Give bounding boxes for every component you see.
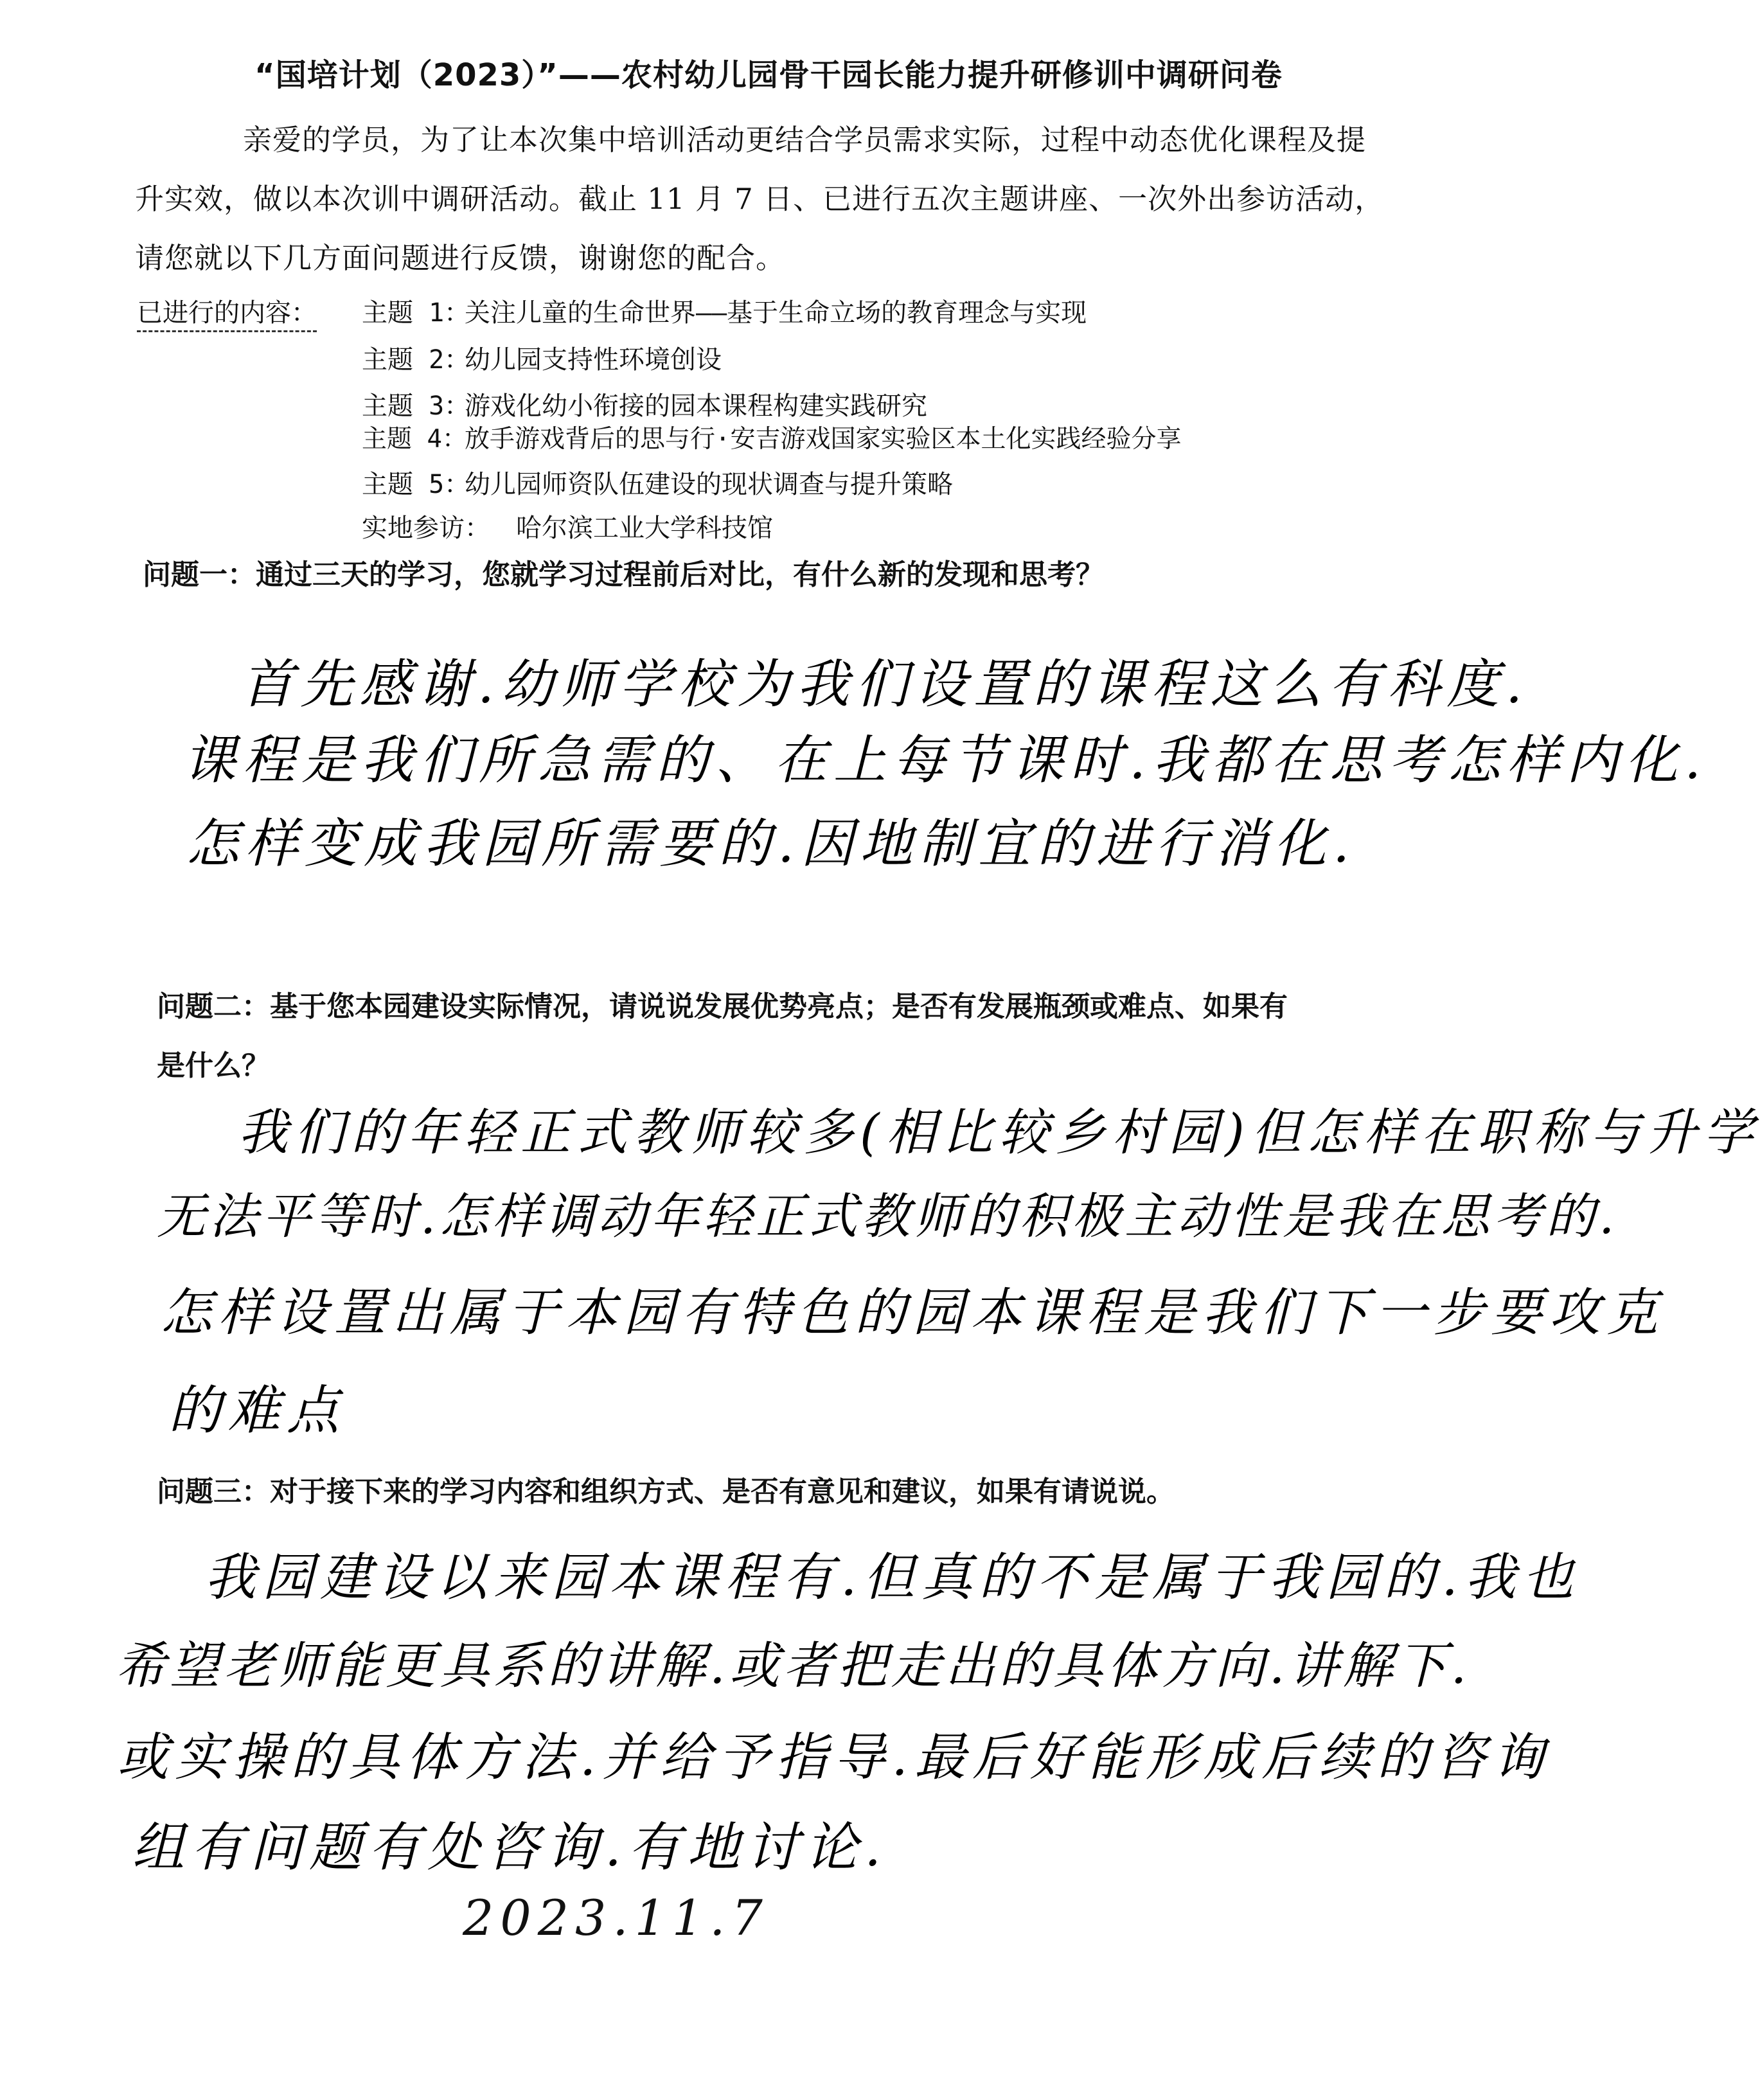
question-2-line-1: 问题二：基于您本园建设实际情况，请说说发展优势亮点；是否有发展瓶颈或难点、如果有 [157,990,1288,1023]
survey-title: “国培计划（2023）”——农村幼儿园骨干园长能力提升研修训中调研问卷 [254,57,1283,93]
question-1: 问题一：通过三天的学习，您就学习过程前后对比，有什么新的发现和思考？ [143,558,1104,591]
completed-content-label: 已进行的内容： [137,292,317,332]
topic-label: 主题 5： [362,470,470,499]
question-2-line-2: 是什么？ [157,1049,270,1082]
topic-text: 幼儿园支持性环境创设 [465,345,722,375]
answer-2-line-2: 无法平等时.怎样调动年轻正式教师的积极主动性是我在思考的. [157,1188,1619,1245]
answer-3-line-2: 希望老师能更具系的讲解.或者把走出的具体方向.讲解下. [116,1637,1471,1695]
topic-label: 主题 4： [362,425,467,454]
answer-2-line-3: 怎样设置出属于本园有特色的园本课程是我们下一步要攻克 [161,1283,1664,1342]
topic-item [362,464,953,501]
topic-text: 关注儿童的生命世界——基于生命立场的教育理念与实现 [465,298,1087,328]
answer-1-line-2: 课程是我们所急需的、在上每节课时.我都在思考怎样内化. [183,730,1708,791]
answer-1-line-3: 怎样变成我园所需要的.因地制宜的进行消化. [186,814,1356,875]
answer-3-line-4: 组有问题有处咨询.有地讨论. [132,1817,888,1878]
answer-1-line-1: 首先感谢.幼师学校为我们设置的课程这么有科度. [241,654,1529,715]
intro-paragraph: 亲爱的学员，为了让本次集中培训活动更结合学员需求实际，过程中动态优化课程及提升实效，做以本次训中调研活动。截止 11 月 7 日、已进行五次主题讲座、一次外出参访活动，请您就以下几方面问题进行反馈，谢谢您的配合。 [135,123,1385,275]
topic-text: 游戏化幼小衔接的园本课程构建实践研究 [465,391,927,421]
answer-2-line-1: 我们的年轻正式教师较多(相比较乡村园)但怎样在职称与升学 [238,1104,1760,1162]
answer-3-line-3: 或实操的具体方法.并给予指导.最后好能形成后续的咨询 [117,1727,1551,1787]
topic-text: 幼儿园师资队伍建设的现状调查与提升策略 [465,470,953,499]
question-3: 问题三：对于接下来的学习内容和组织方式、是否有意见和建议，如果有请说说。 [157,1475,1175,1508]
topic-label: 主题 1： [362,298,470,328]
topic-item [362,386,927,422]
topic-label: 实地参访： [362,513,490,543]
answer-2-line-4: 的难点 [168,1380,346,1441]
topic-item [362,339,722,376]
answer-3-line-1: 我园建设以来园本课程有.但真的不是属于我园的.我也 [204,1547,1580,1607]
topic-text: 哈尔滨工业大学科技馆 [516,513,773,543]
signature-date: 2023.11.7 [463,1889,769,1946]
topic-item [362,292,1087,329]
topic-label: 主题 2： [362,345,470,375]
topic-item [362,419,1181,455]
topic-text: 放手游戏背后的思与行·安吉游戏国家实验区本土化实践经验分享 [465,425,1182,454]
topic-item [362,508,773,544]
topic-label: 主题 3： [362,391,470,421]
